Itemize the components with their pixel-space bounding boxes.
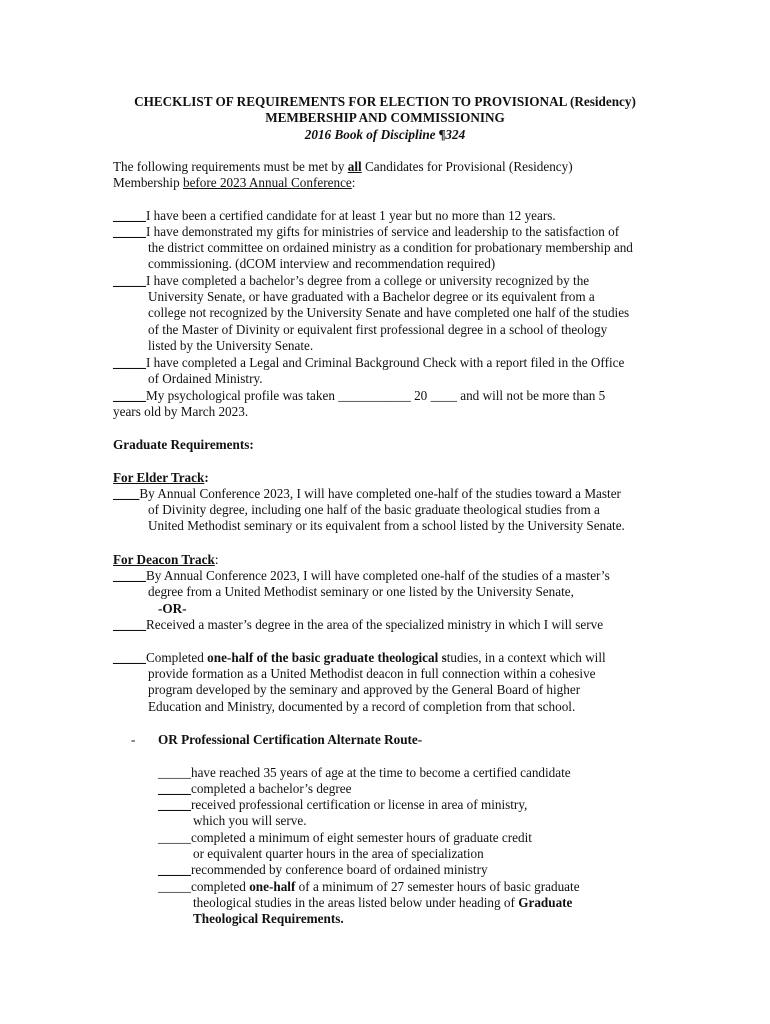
title-line-1: CHECKLIST OF REQUIREMENTS FOR ELECTION TO PROVISIONAL (Residency)	[134, 94, 636, 109]
check-blank[interactable]: _____	[113, 224, 146, 239]
req-text-line: of Divinity degree, including one half of the basic graduate theological studies from a	[148, 502, 600, 518]
req-text-line: program developed by the seminary and approved by the General Board of higher	[148, 682, 581, 698]
req-text: Received a master’s degree in the area of the specialized ministry in which I will serve	[145, 617, 604, 632]
req-text: By Annual Conference 2023, I will have completed one-half of the studies of a master’s	[145, 568, 610, 583]
req-emphasis: one-half	[249, 879, 296, 894]
deacon-item-basic-graduate[interactable]	[113, 650, 673, 715]
check-blank[interactable]: _____	[158, 797, 191, 812]
check-blank[interactable]: _____	[158, 765, 191, 780]
alt-item-recommended[interactable]	[158, 862, 628, 878]
req-text-2: and will not be more than 5	[456, 388, 606, 403]
intro-text-3: Membership	[113, 175, 183, 191]
deacon-track-heading	[113, 552, 673, 568]
date-blank[interactable]: ___________	[338, 388, 411, 403]
req-text: I have completed a bachelor’s degree from a college or university recognized by the	[145, 273, 590, 288]
deacon-item-half-masters[interactable]	[113, 568, 673, 600]
alt-item-half-basic-graduate[interactable]	[158, 879, 628, 928]
req-text-2: of a minimum of 27 semester hours of basic graduate	[295, 879, 580, 894]
req-text: recommended by conference board of ordained ministry	[190, 862, 488, 877]
req-text-2: tudies, in a context which will	[446, 650, 606, 665]
check-blank[interactable]: _____	[113, 568, 146, 583]
req-item-background-check[interactable]	[113, 355, 673, 387]
graduate-heading: Graduate Requirements:	[113, 437, 254, 452]
req-text: I have demonstrated my gifts for ministries of service and leadership to the satisfaction of	[145, 224, 620, 239]
req-text: have reached 35 years of age at the time to become a certified candidate	[190, 765, 571, 780]
req-emphasis-line: Theological Requirements.	[193, 911, 344, 927]
check-blank[interactable]: _____	[113, 208, 146, 223]
req-text: By Annual Conference 2023, I will have completed one-half of the studies toward a Master	[139, 486, 621, 501]
check-blank[interactable]: _____	[113, 650, 146, 665]
req-text: completed	[190, 879, 250, 894]
req-text-line: listed by the University Senate.	[148, 337, 314, 353]
req-item-certified[interactable]	[113, 208, 673, 224]
req-text-line: provide formation as a United Methodist deacon in full connection within a cohesive	[148, 666, 596, 682]
alt-item-semester-hours[interactable]	[158, 830, 628, 862]
req-text-line: United Methodist seminary or its equivalent from a school listed by the University Senate.	[148, 518, 625, 534]
req-text-line: University Senate, or have graduated with a Bachelor degree or its equivalent from a	[148, 289, 595, 305]
req-text: My psychological profile was taken	[145, 388, 339, 403]
req-item-bachelor[interactable]	[113, 273, 673, 354]
req-text-line: the district committee on ordained ministry as a condition for probationary membership and	[148, 240, 633, 256]
req-text: received professional certification or license in area of ministry,	[190, 797, 528, 812]
deacon-heading-colon: :	[214, 552, 219, 567]
req-text-line: years old by March 2023.	[113, 404, 249, 420]
check-blank[interactable]: _____	[113, 617, 146, 632]
alt-item-age[interactable]	[158, 765, 628, 781]
alt-item-certification[interactable]	[158, 797, 628, 829]
check-blank[interactable]: _____	[158, 781, 191, 796]
check-blank[interactable]: _____	[158, 830, 191, 845]
req-text-line: Education and Ministry, documented by a record of completion from that school.	[148, 698, 576, 714]
intro-text: The following requirements must be met by	[113, 159, 348, 174]
req-text-line: or equivalent quarter hours in the area of specialization	[193, 846, 484, 862]
check-blank[interactable]: _____	[158, 879, 191, 894]
req-item-gifts[interactable]	[113, 224, 673, 273]
year-blank[interactable]: ____	[430, 388, 457, 403]
check-blank[interactable]: _____	[113, 388, 146, 403]
title-line-2: MEMBERSHIP AND COMMISSIONING	[265, 110, 505, 126]
title-reference: 2016 Book of Discipline ¶324	[304, 126, 466, 142]
check-blank[interactable]: _____	[113, 355, 146, 370]
req-text-line: which you will serve.	[193, 813, 307, 829]
req-text-line: theological studies in the areas listed below under heading of	[193, 895, 519, 911]
req-text-line: of the Master of Divinity or equivalent first professional degree in a school of theology	[148, 321, 608, 337]
deacon-heading-text: For Deacon Track	[113, 552, 215, 567]
req-emphasis: one-half of the basic graduate theological s	[207, 650, 447, 665]
req-text-line: college not recognized by the University Senate and have completed one half of the studies	[148, 305, 630, 321]
intro-paragraph	[113, 159, 673, 191]
req-text-line: degree from a United Methodist seminary or one listed by the University Senate,	[148, 584, 574, 600]
intro-colon: :	[351, 175, 356, 191]
req-text: I have completed a Legal and Criminal Background Check with a report filed in the Office	[145, 355, 625, 370]
req-text: Completed	[145, 650, 208, 665]
req-text: I have been a certified candidate for at least 1 year but no more than 12 years.	[145, 208, 556, 223]
year-prefix: 20	[410, 388, 431, 403]
intro-emphasis-all: all	[347, 159, 362, 174]
req-text: completed a bachelor’s degree	[190, 781, 352, 796]
alternate-route-heading: OR Professional Certification Alternate Route-	[158, 732, 423, 747]
intro-deadline: before 2023 Annual Conference	[182, 175, 352, 191]
alternate-bullet-dash: -	[131, 732, 136, 747]
check-blank[interactable]: _____	[158, 862, 191, 877]
req-text-line: of Ordained Ministry.	[148, 371, 263, 387]
check-blank[interactable]: _____	[113, 273, 146, 288]
or-separator: -OR-	[158, 601, 187, 616]
req-text: completed a minimum of eight semester hours of graduate credit	[190, 830, 532, 845]
req-item-psych-profile[interactable]	[113, 388, 673, 420]
req-text-line: commissioning. (dCOM interview and recommendation required)	[148, 256, 496, 272]
req-emphasis: Graduate	[518, 895, 573, 911]
elder-heading-colon: :	[204, 470, 209, 485]
elder-item[interactable]	[113, 486, 673, 535]
document-title	[100, 94, 670, 143]
alt-item-bachelor[interactable]	[158, 781, 628, 797]
elder-heading-text: For Elder Track	[113, 470, 205, 485]
deacon-item-masters-received[interactable]	[113, 617, 673, 633]
elder-track-heading	[113, 470, 673, 486]
intro-text-2: Candidates for Provisional (Residency)	[361, 159, 573, 174]
check-blank[interactable]: ____	[113, 486, 140, 501]
